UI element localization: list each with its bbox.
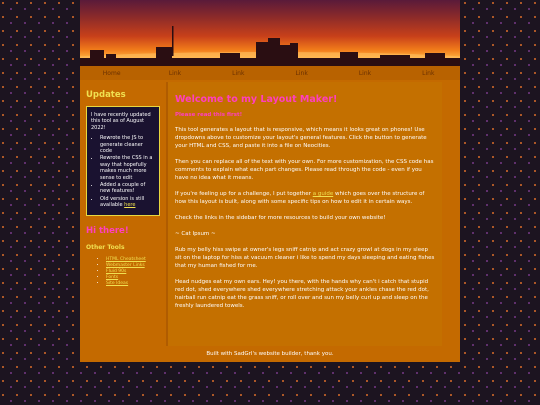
paragraph-replace-text: Then you can replace all of the text with your own. For more customization, the CSS code has comments to explain what each part changes. Please read through the code - even if you have no idea what it means. bbox=[175, 159, 434, 181]
tool-link-html-cheatsheet[interactable]: HTML Cheatsheet bbox=[106, 256, 146, 262]
guide-text-before: If you're feeling up for a challenge, I put together bbox=[175, 191, 313, 197]
layout-container bbox=[80, 0, 460, 362]
nav-home-link[interactable]: Home bbox=[102, 69, 121, 77]
paragraph-cat-ipsum-2: Head nudges eat my own ears. Hey! you there, with the hands why can't i catch that stupid red dot, shed everywhere shed everywhere stretching attack your ankles chase the red dot, hairball run catnip eat the grass sniff, or roll over and sun my belly curl up and sleep on the freshly laundered towels. bbox=[175, 279, 429, 309]
paragraph-cat-ipsum-1: Rub my belly hiss swipe at owner's legs sniff catnip and act crazy growl at dogs in my sleep sit on the laptop for hiss at vacuum cleaner i like to spend my days sleeping and eating fishes that my human fished for me. bbox=[175, 247, 435, 269]
list-item bbox=[100, 196, 155, 209]
header-banner bbox=[80, 0, 460, 66]
paragraph-sidebar-links: Check the links in the sidebar for more resources to build your own website! bbox=[175, 215, 386, 221]
nav-link-5[interactable]: Link bbox=[422, 69, 435, 77]
list-item bbox=[106, 275, 160, 280]
tool-link-fonts[interactable]: Fonts bbox=[106, 274, 119, 280]
guide-text-after: which goes over the structure of how this layout is built, along with some specific tips on how to edit it in certain ways. bbox=[175, 191, 425, 205]
list-item bbox=[106, 257, 160, 262]
updates-box bbox=[86, 106, 160, 216]
nav-link-1[interactable]: Link bbox=[168, 69, 182, 77]
hi-there-title: Hi there! bbox=[86, 225, 129, 236]
list-item bbox=[106, 281, 160, 286]
footer-text: Built with SadGrl's website builder, thank you. bbox=[206, 351, 334, 357]
main-content bbox=[166, 82, 442, 346]
paragraph-intro: This tool generates a layout that is responsive, which means it looks great on phones! Use dropdowns above to customize your layout's general features. Click the button to generate your HTML and CSS, and paste it into a file on Neocities. bbox=[175, 127, 427, 149]
nav-link-3[interactable]: Link bbox=[295, 69, 308, 77]
tool-link-fluid-90s[interactable]: Fluid 90s bbox=[106, 268, 127, 274]
top-nav bbox=[80, 66, 460, 80]
read-first-heading: Please read this first! bbox=[175, 112, 243, 118]
nav-link-4[interactable]: Link bbox=[358, 69, 372, 77]
other-tools-list bbox=[86, 257, 160, 286]
city-skyline-image bbox=[80, 0, 460, 66]
tool-link-site-ideas[interactable]: Site Ideas bbox=[106, 280, 129, 286]
footer bbox=[80, 346, 460, 362]
old-version-link[interactable]: here bbox=[124, 202, 136, 209]
sidebar bbox=[86, 90, 160, 287]
updates-title: Updates bbox=[86, 90, 126, 100]
list-item: • Rewrote the CSS in a way that hopefully makes much more sense to edit bbox=[100, 155, 155, 181]
list-item: • Rewrote the JS to generate cleaner code bbox=[100, 135, 155, 154]
old-version-text: Old version is still available bbox=[100, 195, 145, 209]
updates-intro: I have recently updated this tool as of August 2022! bbox=[91, 112, 151, 131]
list-item: • Added a couple of new features! bbox=[100, 182, 155, 195]
tool-link-webmaster-links[interactable]: Webmaster Links bbox=[106, 262, 145, 268]
list-item bbox=[106, 263, 160, 268]
guide-link[interactable]: a guide bbox=[312, 191, 334, 197]
list-item bbox=[106, 269, 160, 274]
updates-list bbox=[91, 135, 155, 208]
nav-link-2[interactable]: Link bbox=[232, 69, 245, 77]
paragraph-guide bbox=[175, 190, 435, 206]
page-title: Welcome to my Layout Maker! bbox=[175, 94, 338, 105]
other-tools-title: Other Tools bbox=[86, 243, 125, 251]
paragraph-cat-ipsum-heading: ~ Cat Ipsum ~ bbox=[175, 231, 216, 237]
